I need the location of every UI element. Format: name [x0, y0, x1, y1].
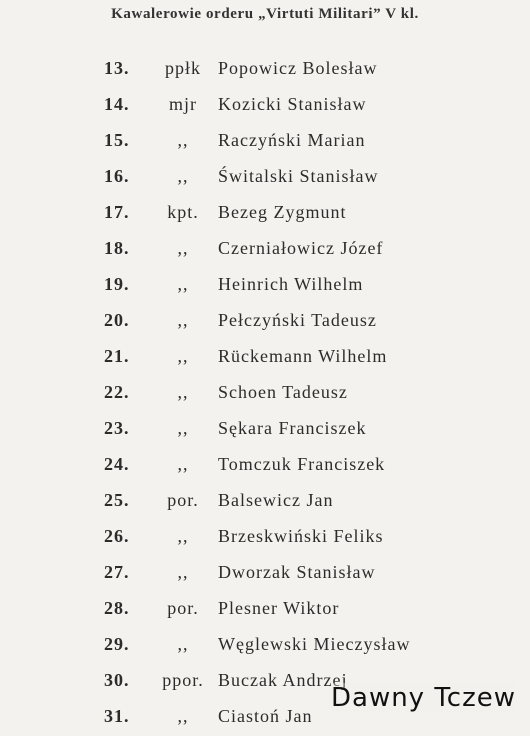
entry-name: Sękara Franciszek: [218, 418, 367, 438]
entry-number: 14.: [104, 94, 130, 114]
entry-name: Schoen Tadeusz: [218, 382, 348, 402]
list-item: [0, 124, 530, 160]
entry-number: 31.: [104, 706, 130, 726]
entry-name: Dworzak Stanisław: [218, 562, 376, 582]
entry-name: Kozicki Stanisław: [218, 94, 367, 114]
list-item: [0, 304, 530, 340]
list-item: [0, 232, 530, 268]
entry-name: Buczak Andrzej: [218, 670, 348, 690]
entry-name: Rückemann Wilhelm: [218, 346, 388, 366]
entry-number: 25.: [104, 490, 130, 510]
entry-name: Pełczyński Tadeusz: [218, 310, 377, 330]
entry-name: Balsewicz Jan: [218, 490, 334, 510]
entry-number: 24.: [104, 454, 130, 474]
entry-rank: ,,: [177, 166, 189, 186]
list-item: [0, 88, 530, 124]
entry-number: 18.: [104, 238, 130, 258]
page-heading: Kawalerowie orderu „Virtuti Militari” V kl.: [111, 6, 419, 22]
entry-rank: ppłk: [164, 58, 201, 78]
entry-rank: por.: [167, 490, 199, 510]
list-item: [0, 592, 530, 628]
list-item: [0, 196, 530, 232]
entry-rank: ,,: [177, 238, 189, 258]
list-item: [0, 412, 530, 448]
entry-rank: ,,: [177, 634, 189, 654]
list-item: [0, 628, 530, 664]
entry-rank: kpt.: [167, 202, 199, 222]
list-item: [0, 340, 530, 376]
entry-name: Plesner Wiktor: [218, 598, 340, 618]
entry-rank: por.: [167, 598, 199, 618]
entry-rank: ,,: [177, 706, 189, 726]
list-item: [0, 556, 530, 592]
entry-rank: ,,: [177, 346, 189, 366]
entry-name: Tomczuk Franciszek: [218, 454, 386, 474]
entry-name: Świtalski Stanisław: [218, 166, 379, 186]
entry-number: 13.: [104, 58, 130, 78]
entry-number: 23.: [104, 418, 130, 438]
entry-rank: ,,: [177, 382, 189, 402]
list-item: [0, 448, 530, 484]
entry-number: 19.: [104, 274, 130, 294]
entry-number: 29.: [104, 634, 130, 654]
entry-rank: ppor.: [162, 670, 204, 690]
entry-number: 21.: [104, 346, 130, 366]
list-item: [0, 268, 530, 304]
entry-number: 26.: [104, 526, 130, 546]
list-item: [0, 52, 530, 88]
entry-rank: ,,: [177, 562, 189, 582]
entry-rank: ,,: [177, 310, 189, 330]
entry-name: Brzeskwiński Feliks: [218, 526, 384, 546]
entry-rank: ,,: [177, 454, 189, 474]
entry-name: Węglewski Mieczysław: [218, 634, 411, 654]
list-item: [0, 376, 530, 412]
entry-number: 30.: [104, 670, 130, 690]
entry-name: Heinrich Wilhelm: [218, 274, 364, 294]
entry-number: 17.: [104, 202, 130, 222]
entry-rank: ,,: [177, 526, 189, 546]
entry-number: 22.: [104, 382, 130, 402]
entry-number: 20.: [104, 310, 130, 330]
entry-number: 15.: [104, 130, 130, 150]
list-item: [0, 160, 530, 196]
honoree-list: [0, 52, 530, 736]
entry-number: 28.: [104, 598, 130, 618]
list-item: [0, 520, 530, 556]
entry-name: Ciastoń Jan: [218, 706, 313, 726]
entry-number: 16.: [104, 166, 130, 186]
entry-name: Popowicz Bolesław: [218, 58, 378, 78]
list-item: [0, 484, 530, 520]
entry-name: Bezeg Zygmunt: [218, 202, 347, 222]
entry-name: Czerniałowicz Józef: [218, 238, 384, 258]
entry-number: 27.: [104, 562, 130, 582]
entry-name: Raczyński Marian: [218, 130, 366, 150]
entry-rank: ,,: [177, 130, 189, 150]
entry-rank: ,,: [177, 418, 189, 438]
entry-rank: mjr: [169, 94, 197, 114]
entry-rank: ,,: [177, 274, 189, 294]
watermark-text: Dawny Tczew: [330, 683, 516, 713]
